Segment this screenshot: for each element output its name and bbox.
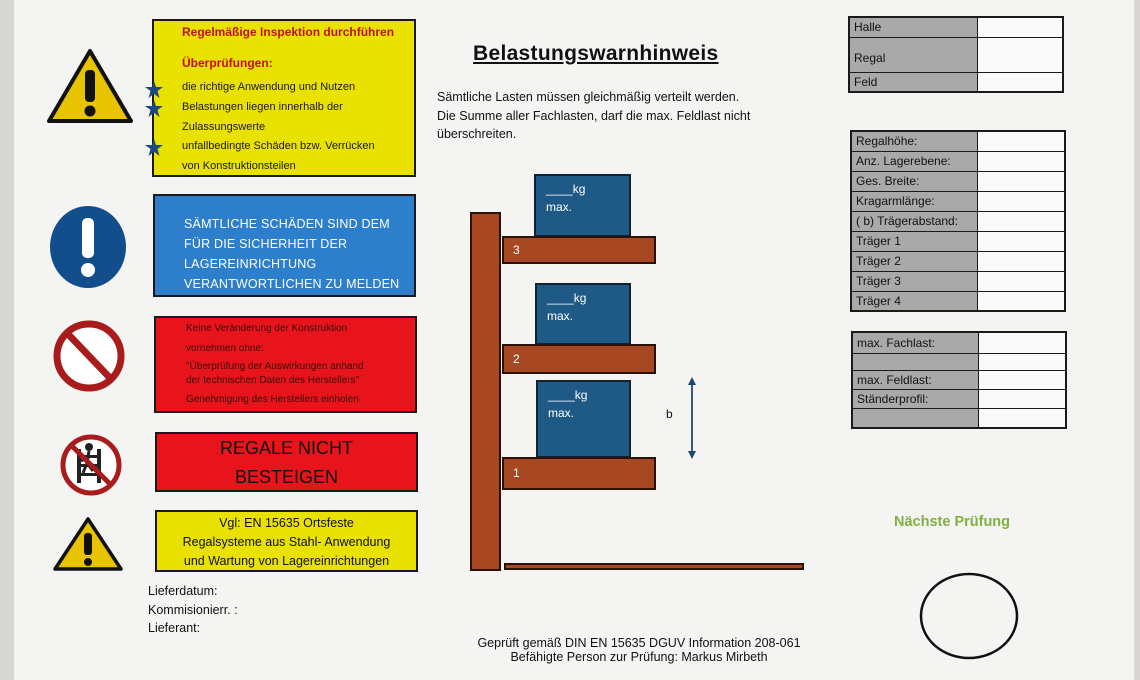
damage-notice-line: LAGEREINRICHTUNG [184,257,317,271]
bullet-star-icon [145,100,163,118]
next-inspection-label: Nächste Prüfung [894,514,1011,530]
location-value[interactable] [977,17,1063,37]
damage-notice-line: SÄMTLICHE SCHÄDEN SIND DEM [184,217,390,231]
prohibition-icon [52,318,126,394]
load-limit-label [852,353,978,370]
spec-label: Träger 3 [851,271,977,291]
no-modification-line: der technischen Daten des Herstellers" [186,375,360,386]
warning-triangle-small-icon [52,516,124,572]
location-table [848,16,1064,93]
standard-line: Vgl: EN 15635 Ortsfeste [219,516,354,530]
beam-level-3 [502,236,656,264]
commission-number-label: Kommisionierr. : [148,602,238,617]
load-limits-table [851,331,1067,429]
page-title: Belastungswarnhinweis [473,42,719,65]
load-kg: ____kg [548,388,588,402]
spec-label: Ges. Breite: [851,171,977,191]
instruction-line: überschreiten. [437,127,517,141]
footer-certification: Geprüft gemäß DIN EN 15635 DGUV Information 208-061 [477,636,801,650]
instruction-line: Sämtliche Lasten müssen gleichmäßig verteilt werden. [437,90,740,104]
footer-inspector: Befähigte Person zur Prüfung: Markus Mirbeth [510,650,768,664]
damage-notice-box [153,194,416,297]
load-limit-label: max. Fachlast: [852,332,978,353]
location-label: Feld [849,72,977,92]
spec-value[interactable] [977,151,1065,171]
damage-notice-line: FÜR DIE SICHERHEIT DER [184,237,348,251]
inspection-subtitle: Überprüfungen: [182,56,273,70]
spec-value[interactable] [977,251,1065,271]
load-limit-label: Ständerprofil: [852,389,978,408]
no-climbing-line: REGALE NICHT [219,438,354,458]
warning-sign-page [14,0,1134,680]
level-number: 3 [513,243,520,257]
supplier-label: Lieferant: [148,621,201,635]
level-number: 1 [513,466,520,480]
spec-value[interactable] [977,171,1065,191]
beam-spacing-label: b [666,407,673,421]
no-climbing-line: BESTEIGEN [234,467,339,487]
spec-label: Anz. Lagerebene: [851,151,977,171]
bullet-star-icon [145,139,163,157]
inspection-title: Regelmäßige Inspektion durchführen [182,25,395,39]
load-limit-value[interactable] [978,389,1066,408]
inspection-box [152,19,416,177]
footer [454,636,824,664]
load-box-3 [534,174,631,237]
location-label: Halle [849,17,977,37]
no-modification-box [154,316,417,413]
load-box-1 [536,380,631,458]
spec-value[interactable] [977,131,1065,151]
instruction-line: Die Summe aller Fachlasten, darf die max. Feldlast nicht [437,108,751,123]
inspection-item: von Konstruktionsteilen [182,160,296,172]
load-kg: ____kg [546,182,586,196]
spec-label: Träger 1 [851,231,977,251]
inspection-sticker-circle[interactable] [917,570,1021,662]
bullet-star-icon [145,81,163,99]
delivery-info [148,582,238,638]
location-value[interactable] [977,72,1063,92]
beam-level-2 [502,344,656,374]
no-climbing-box [155,432,418,492]
load-kg: ____kg [547,291,587,305]
load-limit-value[interactable] [978,353,1066,370]
specs-table [850,130,1066,312]
location-label: Regal [849,37,977,72]
inspection-item: unfallbedingte Schäden bzw. Verrücken [182,140,375,152]
rack-base [504,563,804,570]
standard-box [155,510,418,572]
warning-triangle-icon [46,48,134,124]
beam-level-1 [502,457,656,490]
spec-value[interactable] [977,211,1065,231]
delivery-date-label: Lieferdatum: [148,584,218,598]
spec-label: Kragarmlänge: [851,191,977,211]
load-limit-label [852,408,978,428]
spec-label: Träger 2 [851,251,977,271]
load-limit-value[interactable] [978,370,1066,389]
location-value[interactable] [977,37,1063,72]
load-max: max. [548,406,575,420]
spec-value[interactable] [977,191,1065,211]
standard-line: Regalsysteme aus Stahl- Anwendung [182,535,391,549]
inspection-item: die richtige Anwendung und Nutzen [182,81,356,93]
damage-notice-line: VERANTWORTLICHEN ZU MELDEN [184,277,400,291]
spec-value[interactable] [977,271,1065,291]
load-limit-value[interactable] [978,408,1066,428]
load-limit-value[interactable] [978,332,1066,353]
standard-line: und Wartung von Lagereinrichtungen [183,554,390,568]
no-modification-line: vornehmen ohne: [186,342,264,354]
inspection-item: Belastungen liegen innerhalb der [182,101,343,113]
inspection-item: Zulassungswerte [182,121,266,133]
load-instructions [437,88,750,144]
level-number: 2 [513,352,520,366]
load-max: max. [546,200,573,214]
spec-value[interactable] [977,291,1065,311]
double-arrow-icon [685,376,699,460]
spec-label: Träger 4 [851,291,977,311]
spec-value[interactable] [977,231,1065,251]
rack-upright [470,212,501,571]
load-box-2 [535,283,631,345]
spec-label: Regalhöhe: [851,131,977,151]
load-limit-label: max. Feldlast: [852,370,978,389]
no-modification-line: "Überprüfung der Auswirkungen anhand [186,361,364,372]
no-climbing-icon [59,433,123,497]
load-max: max. [547,309,574,323]
spec-label: ( b) Trägerabstand: [851,211,977,231]
exclamation-circle-icon [48,204,128,290]
no-modification-line: Genehmigung des Herstellers einholen [186,394,359,405]
no-modification-line: Keine Veränderung der Konstruktion [186,323,348,334]
